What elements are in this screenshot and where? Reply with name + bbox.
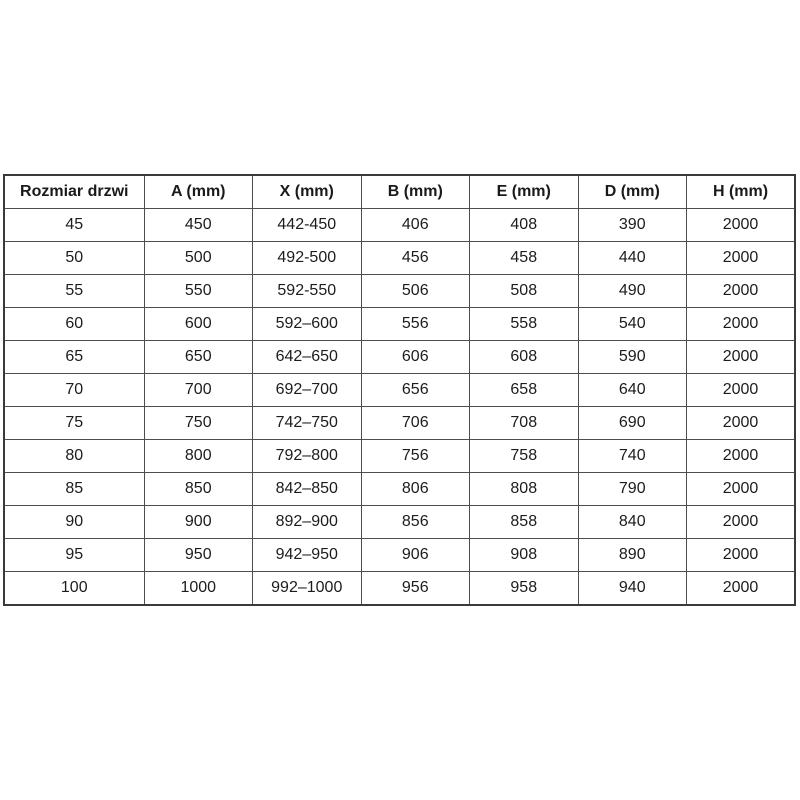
table-cell: 550 xyxy=(144,275,253,308)
table-cell: 65 xyxy=(4,341,144,374)
table-cell: 508 xyxy=(470,275,579,308)
table-cell: 758 xyxy=(470,440,579,473)
table-cell: 2000 xyxy=(687,506,796,539)
table-cell: 1000 xyxy=(144,572,253,606)
table-cell: 95 xyxy=(4,539,144,572)
column-header-b-mm: B (mm) xyxy=(361,175,470,209)
table-cell: 806 xyxy=(361,473,470,506)
table-cell: 558 xyxy=(470,308,579,341)
table-cell: 756 xyxy=(361,440,470,473)
table-cell: 858 xyxy=(470,506,579,539)
column-header-a-mm: A (mm) xyxy=(144,175,253,209)
table-cell: 950 xyxy=(144,539,253,572)
column-header-e-mm: E (mm) xyxy=(470,175,579,209)
table-row xyxy=(4,341,795,374)
table-cell: 708 xyxy=(470,407,579,440)
table-cell: 90 xyxy=(4,506,144,539)
table-cell: 406 xyxy=(361,209,470,242)
table-cell: 45 xyxy=(4,209,144,242)
table-cell: 492-500 xyxy=(253,242,362,275)
table-cell: 2000 xyxy=(687,407,796,440)
table-cell: 2000 xyxy=(687,275,796,308)
table-row xyxy=(4,209,795,242)
table-cell: 840 xyxy=(578,506,687,539)
table-row xyxy=(4,275,795,308)
table-cell: 2000 xyxy=(687,341,796,374)
table-row xyxy=(4,242,795,275)
table-cell: 808 xyxy=(470,473,579,506)
table-cell: 2000 xyxy=(687,242,796,275)
table-cell: 506 xyxy=(361,275,470,308)
table-cell: 592–600 xyxy=(253,308,362,341)
table-row xyxy=(4,440,795,473)
table-cell: 556 xyxy=(361,308,470,341)
table-cell: 2000 xyxy=(687,308,796,341)
table-cell: 692–700 xyxy=(253,374,362,407)
table-cell: 940 xyxy=(578,572,687,606)
table-cell: 60 xyxy=(4,308,144,341)
table-cell: 600 xyxy=(144,308,253,341)
table-row xyxy=(4,308,795,341)
table-cell: 640 xyxy=(578,374,687,407)
column-header-h-mm: H (mm) xyxy=(687,175,796,209)
table-cell: 956 xyxy=(361,572,470,606)
table-cell: 890 xyxy=(578,539,687,572)
table-cell: 456 xyxy=(361,242,470,275)
table-cell: 55 xyxy=(4,275,144,308)
table-cell: 700 xyxy=(144,374,253,407)
table-cell: 100 xyxy=(4,572,144,606)
table-cell: 2000 xyxy=(687,572,796,606)
table-cell: 390 xyxy=(578,209,687,242)
table-cell: 2000 xyxy=(687,539,796,572)
table-cell: 992–1000 xyxy=(253,572,362,606)
table-row xyxy=(4,539,795,572)
table-cell: 942–950 xyxy=(253,539,362,572)
table-cell: 500 xyxy=(144,242,253,275)
table-cell: 742–750 xyxy=(253,407,362,440)
table-cell: 75 xyxy=(4,407,144,440)
table-header-row xyxy=(4,175,795,209)
table-cell: 656 xyxy=(361,374,470,407)
table-cell: 650 xyxy=(144,341,253,374)
table-cell: 592-550 xyxy=(253,275,362,308)
table-cell: 908 xyxy=(470,539,579,572)
table-cell: 792–800 xyxy=(253,440,362,473)
column-header-x-mm: X (mm) xyxy=(253,175,362,209)
table-cell: 790 xyxy=(578,473,687,506)
table-cell: 2000 xyxy=(687,473,796,506)
table-cell: 608 xyxy=(470,341,579,374)
table-cell: 606 xyxy=(361,341,470,374)
table-cell: 2000 xyxy=(687,374,796,407)
table-cell: 642–650 xyxy=(253,341,362,374)
table-cell: 892–900 xyxy=(253,506,362,539)
table-cell: 590 xyxy=(578,341,687,374)
table-cell: 850 xyxy=(144,473,253,506)
table-cell: 70 xyxy=(4,374,144,407)
table-cell: 706 xyxy=(361,407,470,440)
table-row xyxy=(4,374,795,407)
table-cell: 458 xyxy=(470,242,579,275)
table-cell: 900 xyxy=(144,506,253,539)
table-cell: 958 xyxy=(470,572,579,606)
table-cell: 85 xyxy=(4,473,144,506)
table-cell: 906 xyxy=(361,539,470,572)
table-cell: 750 xyxy=(144,407,253,440)
column-header-rozmiar-drzwi: Rozmiar drzwi xyxy=(4,175,144,209)
table-cell: 740 xyxy=(578,440,687,473)
column-header-d-mm: D (mm) xyxy=(578,175,687,209)
table-cell: 450 xyxy=(144,209,253,242)
table-cell: 658 xyxy=(470,374,579,407)
table-cell: 856 xyxy=(361,506,470,539)
table-cell: 540 xyxy=(578,308,687,341)
table-cell: 442-450 xyxy=(253,209,362,242)
door-size-table xyxy=(3,174,796,606)
table-cell: 490 xyxy=(578,275,687,308)
table-cell: 50 xyxy=(4,242,144,275)
table-cell: 2000 xyxy=(687,209,796,242)
table-cell: 842–850 xyxy=(253,473,362,506)
table-cell: 690 xyxy=(578,407,687,440)
table-cell: 800 xyxy=(144,440,253,473)
table-body xyxy=(4,209,795,606)
table-row xyxy=(4,572,795,606)
table-row xyxy=(4,407,795,440)
table-cell: 440 xyxy=(578,242,687,275)
table-cell: 2000 xyxy=(687,440,796,473)
table-cell: 408 xyxy=(470,209,579,242)
table-row xyxy=(4,506,795,539)
table-row xyxy=(4,473,795,506)
table-cell: 80 xyxy=(4,440,144,473)
